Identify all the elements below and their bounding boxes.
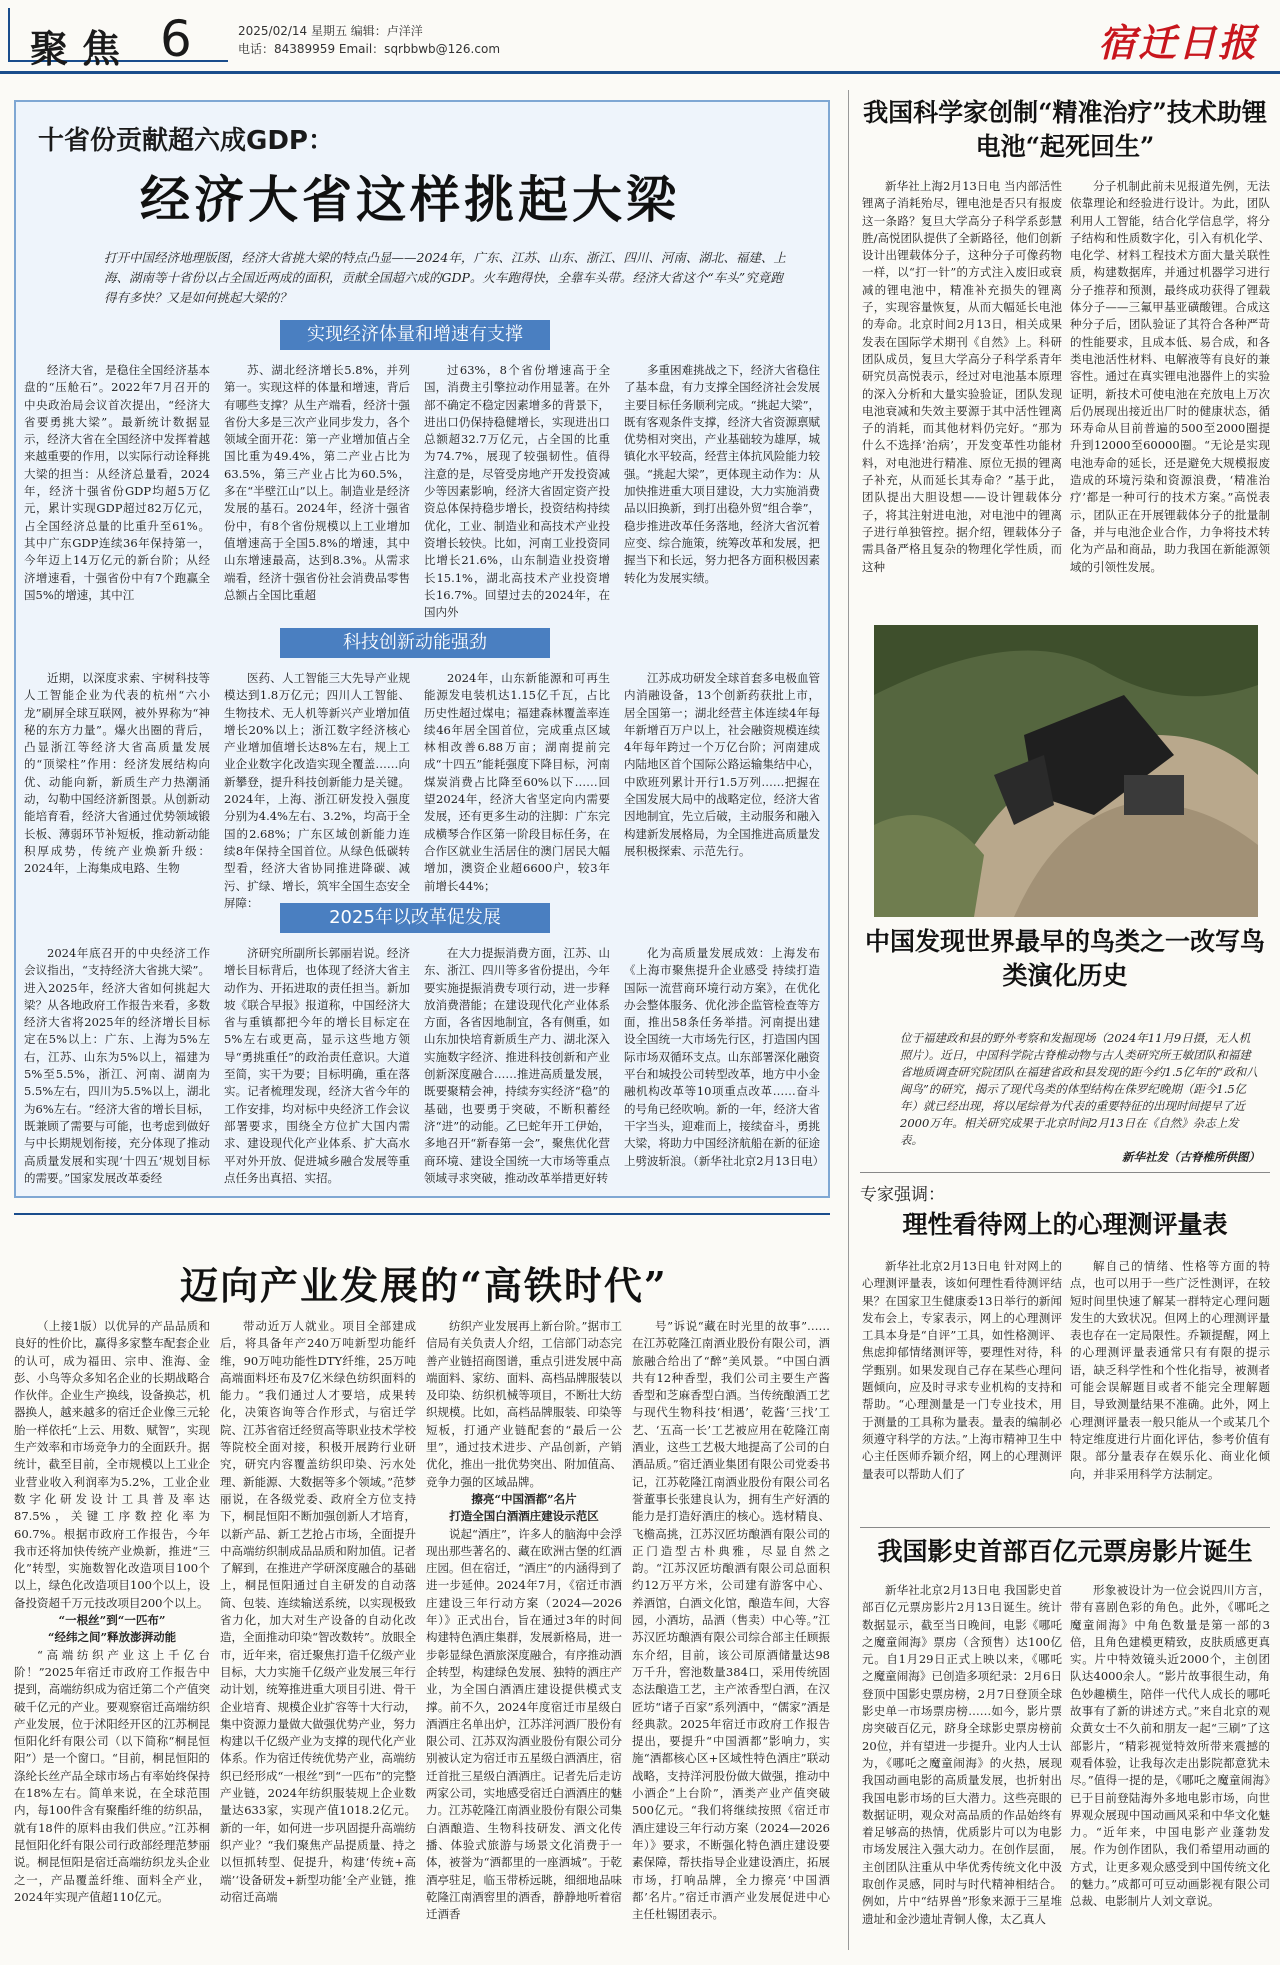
battery-col1: 新华社上海2月13日电 当内部活性锂离子消耗殆尽，锂电池是否只有报废这一条路？复旦大学高分子科学系彭慧胜/高悦团队提供了全新路径，他们创新设计出锂载体分子，这种分子可像药物一样，以“打一针”的方式注入废旧或衰减的锂电池中，精准补充损失的锂离子，实现容量恢复，从而大幅延长电池的寿命。北京时间2月13日，相关成果发表在国际学术期刊《自然》上。科研团队成员，复旦大学高分子科学系青年研究员高悦表示，经过对电池基本原理的深入分析和大量实验验证，团队发现电池衰减和失效主要源于其中活性锂离子的消耗，而其他材料仍完好。“那为什么不选择‘治病’，开发变革性功能材料，对电池进行精准、原位无损的锂离子补充，从而延长其寿命？”基于此，团队提出大胆设想——设计锂载体分子，将其注射进电池，对电池中的锂离子进行单独管控。据介绍，锂载体分子需具备严格且复杂的物理化学性质，而这种 bbox=[862, 179, 1062, 574]
page-number: 6 bbox=[160, 10, 192, 68]
hsr-subhead-1a: “一根丝”到“一匹布” bbox=[58, 1613, 166, 1628]
movie-col1: 新华社北京2月13日电 我国影史首部百亿元票房影片2月13日诞生。统计数据显示，截至当日晚间，电影《哪吒之魔童闹海》票房（含预售）达100亿元。自1月29日正式上映以来，《哪吒之魔童闹海》已创造多项纪录：2月6日登顶中国影史票房榜，2月7日登顶全球影史单一市场票房榜……如今，影片票房突破百亿元，跻身全球影史票房榜前20位，并有望进一步提升。业内人士认为，《哪吒之魔童闹海》的火热，展现我国动画电影的高质量发展，也折射出我国电影市场的巨大潜力。这些亮眼的数据证明，观众对高品质的作品始终有着足够高的热情，优质影片可以为电影市场发展注入强大动力。在创作层面，主创团队注重从中华优秀传统文化中汲取创作灵感，同时与时代精神相结合。例如，片中“结界兽”形象来源于三星堆遗址和金沙遗址青铜人像，太乙真人 bbox=[862, 1583, 1062, 1926]
hsr-col1: （上接1版）以优异的产品品质和良好的性价比，赢得多家整车配套企业的认可，成为福田、宗申、淮海、金彭、小鸟等众多知名企业的长期战略合作伙伴。企业生产换线，设备换芯，机器换人，越来越多的宿迁企业像三元轮胎一样依托“上云、用数、赋智”，实现生产效率和市场竞争力的全面跃升。据统计，截至目前，全市规模以上工业企业营业收入利润率为5.2%，工业企业数字化研发设计工具普及率达87.5%，关键工序数控化率为60.7%。根据市政府工作报告，今年我市还将加快传统产业焕新，推进“三化”转型，实施数智化改造项目100个以上，绿色化改造项目100个以上，设备投资超千万元技改项目200个以上。 “一根丝”到“一匹布” “经纬之间”释放澎湃动能 “高端纺织产业这上千亿台阶！”2025年宿迁市政府工作报告中提到，高端纺织成为宿迁第二个产值突破千亿元的产业。要观察宿迁高端纺织产业发展，位于沭阳经开区的江苏桐昆恒阳化纤有限公司（以下简称“桐昆恒阳”）是一个窗口。“目前，桐昆恒阳的涤纶长丝产品全球市场占有率始终保持在18%左右。简单来说，在全球范围内，每100件含有聚酯纤维的纺织品，就有18件的原料由我们供应。”江苏桐昆恒阳化纤有限公司行政部经理范梦丽说。桐昆恒阳是宿迁高端纺织龙头企业之一，产品覆盖纤维、面料全产业，2024年实现产值超110亿元。 bbox=[14, 1319, 210, 1904]
hsr-subhead-3b: 打造全国白酒酒庄建设示范区 bbox=[449, 1509, 599, 1524]
newspaper-logo: 宿迁日报 bbox=[1097, 20, 1258, 65]
lead-s2-col2: 医药、人工智能三大先导产业规模达到1.8万亿元；四川人工智能、生物技术、无人机等新兴产业增加值增长20%以上；浙江数字经济核心产业增加值增长达8%左右，规上工业企业数字化改造实现全覆盖……向新攀登，提升科技创新能力是关键。2024年，上海、浙江研发投入强度分别为4.4%左右、3.2%，均高于全国的2.68%；广东区域创新能力连续8年保持全国首位。从绿色低碳转型看，经济大省协同推进降碳、减污、扩绿、增长，筑牢全国生态安全屏障： bbox=[224, 671, 410, 910]
masthead bbox=[0, 0, 1280, 74]
section-band-1: 实现经济体量和增速有支撑 bbox=[280, 320, 550, 350]
contact-line: 电话：84389959 Email：sqrbbwb@126.com bbox=[238, 42, 501, 56]
bird-caption: 位于福建政和县的野外考察和发掘现场（2024年11月9日摄，无人机照片）。近日，中国科学院古脊椎动物与古人类研究所王敏团队和福建省地质调查研究院团队在福建省政和县发现的距今约1.5亿年的“政和八闽鸟”的研究，揭示了现代鸟类的体型结构在侏罗纪晚期（距今1.5亿年）就已经出现，将以尾综骨为代表的重要特征的出现时间提早了近2000万年。相关研究成果于北京时间2月13日在《自然》杂志上发表。 新华社发（古脊椎所供图） bbox=[900, 1031, 1260, 1164]
movie-title: 我国影史首部百亿元票房影片诞生 bbox=[877, 1537, 1253, 1566]
psych-title: 理性看待网上的心理测评量表 bbox=[902, 1210, 1228, 1239]
lead-kicker: 十省份贡献超六成GDP： bbox=[38, 126, 334, 156]
section-band-3: 2025年以改革促发展 bbox=[280, 903, 550, 933]
lead-s1-col1: 经济大省，是稳住全国经济基本盘的“压舱石”。2022年7月召开的中央政治局会议首次提出，“经济大省要勇挑大梁”。最新统计数据显示，经济大省在全国经济中发挥着越来越重要的作用，以实际行动诠释挑大梁的担当：从经济总量看，2024年，经济十强省份GDP均超5万亿元，累计实现GDP超过82万亿元，占全国经济总量的比重升至61%。其中广东GDP连续36年保持第一，今年迈上14万亿元的新台阶；从经济增速看，十强省份中有7个跑赢全国5%的增速，其中江 bbox=[24, 363, 210, 602]
lead-deck: 打开中国经济地理版图，经济大省挑大梁的特点凸显——2024年，广东、江苏、山东、浙江、四川、河南、湖北、福建、上海、湖南等十省份以占全国近两成的面积，贡献全国超六成的GDP。火车跑得快，全靠车头带。经济大省这个“车头”究竟跑得有多快？又是如何挑起大梁的？ bbox=[104, 250, 786, 305]
fossil-site-photo bbox=[874, 625, 1258, 917]
right-divider-2 bbox=[860, 1527, 1270, 1528]
hsr-col3: 纺织产业发展再上新台阶。”据市工信局有关负责人介绍，工信部门动态完善产业链招商图谱，重点引进发展中高端面料、家纺、面料、高档品牌服装以及印染、纺织机械等项目，不断壮大纺织规模。比如，高档品牌服装、印染等短板，打通产业链配套的“最后一公里”，通过技术进步、产品创新，产销优化，推出一批优势突出、附加值高、竞争力强的区域品牌。 擦亮“中国酒都”名片 打造全国白酒酒庄建设示范区 说起“酒庄”，许多人的脑海中会浮现出那些著名的、藏在欧洲古堡的红酒庄园。但在宿迁，“酒庄”的内涵得到了进一步延伸。2024年7月，《宿迁市酒庄建设三年行动方案（2024—2026年）》正式出台，旨在通过3年的时间构建特色酒庄集群，发展新格局，进一步彰显绿色酒旅深度融合，有序推动酒企转型，构建绿色发展、独特的酒庄产业，为全国白酒酒庄建设提供模式支撑。前不久，2024年度宿迁市星级白酒酒庄名单出炉，江苏洋河酒厂股份有限公司、江苏双沟酒业股份有限公司分别被认定为宿迁市五星级白酒酒庄，宿迁首批三星级白酒酒庄。记者先后走访两家公司，实地感受宿迁白酒酒庄的魅力。江苏乾隆江南酒业股份有限公司集白酒酿造、生物科技研发、酒文化传播、体验式旅游与场景文化消费于一体，被誉为“酒都里的一座酒城”。于乾酒亭驻足，临玉带桥远眺，细细地品味乾隆江南酒窖里的酒香，静静地听着宿迁酒香 bbox=[426, 1319, 622, 1922]
aerial-photo-illustration bbox=[874, 625, 1258, 917]
lead-s1-col3: 过63%，8个省份增速高于全国，消费主引擎拉动作用显著。在外部不确定不稳定因素增多的背景下，进出口仍保持稳健增长，实现进出口总额超32.7万亿元，占全国的比重为74.7%，展现了较强韧性。值得注意的是，尽管受房地产开发投资减少等因素影响，经济大省固定资产投资总体保持稳步增长，投资结构持续优化，工业、制造业和高技术产业投资增长较快。比如，河南工业投资同比增长21.6%，山东制造业投资增长15.1%，湖北高技术产业投资增长16.7%。回望过去的2024年，在国内外 bbox=[424, 363, 610, 620]
battery-col2: 分子机制此前未见报道先例，无法依靠理论和经验进行设计。为此，团队利用人工智能，结合化学信息学，将分子结构和性质数字化，引入有机化学、电化学、材料工程技术方面大量关联性质，构建数据库，并通过机器学习进行分子推荐和预测，最终成功获得了锂载体分子——三氟甲基亚磺酸锂。合成这种分子后，团队验证了其符合各种严苛的性能要求，且成本低、易合成，和各类电池活性材料、电解液等有良好的兼容性。通过在真实锂电池器件上的实验证明，新技术可使电池在充放电上万次后仍展现出接近出厂时的健康状态，循环寿命从目前普遍的500至2000圈提升到12000至60000圈。“无论是实现电池寿命的延长，还是避免大规模报废造成的环境污染和资源浪费，‘精准治疗’都是一种可行的技术方案。”高悦表示，团队正在开展锂载体分子的批量制备，并与电池企业合作，力争将技术转化为产品和商品，助力我国在新能源领域的引领性发展。 bbox=[1070, 179, 1270, 574]
lead-s3-col3: 在大力提振消费方面，江苏、山东、浙江、四川等多省份提出，今年要实施提振消费专项行动，进一步释放消费潜能；在建设现代化产业体系方面，各省因地制宜，各有侧重，如山东加快培育新质生产力、湖北深入实施数字经济、推进科技创新和产业创新深度融合……推进高质量发展，既要聚精会神，持续夯实经济“稳”的基础，也要勇于突破，不断积蓄经济“进”的动能。乙巳蛇年开工伊始，多地召开“新春第一会”，聚焦优化营商环境、建设全国统一大市场等重点领域寻求突破，推动改革举措更好转 bbox=[424, 946, 610, 1185]
story-divider bbox=[14, 1213, 830, 1215]
bird-credit: 新华社发（古脊椎所供图） bbox=[1122, 1150, 1260, 1164]
lead-s3-col2: 济研究所副所长郭丽岩说。经济增长目标背后，也体现了经济大省主动作为、开拓进取的责任担当。新加坡《联合早报》报道称，中国经济大省与重镇都把今年的增长目标定在5%左右或更高，显示这些地方领导“勇挑重任”的政治责任意识。大道至简，实干为要；目标明确，重在落实。记者梳理发现，经济大省今年的工作安排，均对标中央经济工作会议部署要求，围绕全方位扩大国内需求、建设现代化产业体系、扩大高水平对外开放、促进城乡融合发展等重点任务出真招、实招。 bbox=[224, 946, 410, 1185]
movie-col2: 形象被设计为一位会说四川方言，带有喜剧色彩的角色。此外，《哪吒之魔童闹海》中角色数量是第一部的3倍，且角色建模更精致，皮肤质感更真实。片中特效镜头近2000个，主创团队达4000余人。“影片故事很生动，角色妙趣横生，陪伴一代代人成长的哪吒故事有了新的讲述方式。”来自北京的观众黄女士不久前和朋友一起“三刷”了这部影片，“精彩视觉特效所带来震撼的观看体验，让我每次走出影院都意犹未尽。”值得一提的是，《哪吒之魔童闹海》已于目前登陆海外多地电影市场，向世界观众展现中国动画风采和中华文化魅力。“近年来，中国电影产业蓬勃发展。作为创作团队，我们希望用动画的方式，让更多观众感受到中国传统文化的魅力。”成都可可豆动画影视有限公司总裁、电影制片人刘文章说。 bbox=[1070, 1583, 1270, 1909]
psych-col2: 解自己的情绪、性格等方面的特点，也可以用于一些广泛性测评，在较短时间里快速了解某一群特定心理问题发生的大致状况。但网上的心理测评量表也存在一定局限性。乔颖提醒，网上的心理测评量表通常只有有限的提示语，缺乏科学性和个性化指导，被测者可能会误解题目或者不能完全理解题目，导致测量结果不准确。此外，网上心理测评量表一般只能从一个或某几个特定维度进行片面化评估，参考价值有限。部分量表存在娱乐化、商业化倾向，并非采用科学方法制定。 bbox=[1070, 1259, 1270, 1481]
lead-s3-col4: 化为高质量发展成效：上海发布《上海市聚焦提升企业感受 持续打造国际一流营商环境行动方案》，在优化办会整体服务、优化涉企监管检查等方面，推出58条任务举措。河南提出建设全国统一大市场先行区，打造国内国际市场双循环支点。山东部署深化融资平台和城投公司转型改革，地方中小金融机构改革等10项重点改革……奋斗的号角已经吹响。新的一年，经济大省干字当头，迎难而上，接续奋斗，勇挑大梁，将助力中国经济航船在新的征途上劈波斩浪。（新华社北京2月13日电） bbox=[624, 946, 825, 1168]
masthead-meta bbox=[238, 22, 500, 58]
hsr-subhead-3a: 擦亮“中国酒都”名片 bbox=[471, 1491, 577, 1506]
hsr-title: 迈向产业发展的“高铁时代” bbox=[180, 1263, 668, 1308]
hsr-col4: 号”诉说“藏在时光里的故事”……在江苏乾隆江南酒业股份有限公司，酒旅融合给出了“醉”美风景。“中国白酒共有12种香型，我们公司主要生产酱香型和芝麻香型白酒。当传统酿酒工艺与现代生物科技‘相遇’，乾酱‘三找’工艺、‘五高一长’工艺被应用在乾隆江南酒业，这些工艺极大地提高了公司的白酒品质。”宿迁酒业集团有限公司党委书记，江苏乾隆江南酒业股份有限公司名誉董事长张建良认为，拥有生产好酒的能力是打造好酒庄的核心。选材精良、飞檐高挑，江苏汉匠坊酿酒有限公司的正门造型古朴典雅，尽显自然之韵。“江苏汉匠坊酿酒有限公司总面积约12万平方米，公司建有游客中心、养酒馆，白酒文化馆，酿造车间，大容园，小酒坊，品酒（售卖）中心等。”江苏汉匠坊酿酒有限公司综合部主任顾振东介绍，目前，该公司原酒储量达98万千升，窖池数量384口，采用传统固态法酿造工艺，主产浓香型白酒，在汉匠坊“诸子百家”系列酒中，“儒家”酒是经典款。2025年宿迁市政府工作报告提出，要提升“中国酒都”影响力，实施“酒都核心区+区域性特色酒庄”联动战略，支持洋河股份做大做强，推动中小酒企“上台阶”，酒类产业产值突破500亿元。“我们将继续按照《宿迁市酒庄建设三年行动方案（2024—2026年）》要求，不断强化特色酒庄建设要素保障，帮扶指导企业建设酒庄，拓展市场，打响品牌，全力擦亮‘中国酒都’名片。”宿迁市酒产业发展促进中心主任杜锡团表示。 bbox=[632, 1319, 830, 1922]
section-band-2: 科技创新动能强劲 bbox=[280, 628, 550, 658]
psych-pretitle: 专家强调： bbox=[860, 1185, 945, 1205]
column-divider bbox=[848, 90, 849, 1950]
battery-title: 我国科学家创制“精准治疗”技术助锂电池“起死回生” bbox=[863, 98, 1267, 161]
hsr-subhead-1b: “经纬之间”释放澎湃动能 bbox=[47, 1630, 177, 1645]
lead-s2-col4: 江苏成功研发全球首套多电极血管内消融设备，13个创新药获批上市，居全国第一；湖北经营主体连续4年每年新增百万户以上，社会融资规模连续4年每年跨过一个万亿台阶；河南建成内陆地区首个国际公路运输集结中心，中欧班列累计开行1.5万列……把握在全国发展大局中的战略定位，经济大省因地制宜，先立后破，主动服务和融入构建新发展格局，为全国推进高质量发展积极探索、示范先行。 bbox=[624, 671, 820, 858]
lead-s3-col1: 2024年底召开的中央经济工作会议指出，“支持经济大省挑大梁”。进入2025年，经济大省如何挑起大梁？从各地政府工作报告来看，多数经济大省将2025年的经济增长目标定在5%以上：广东、上海为5%左右，江苏、山东为5%以上，福建为5%至5.5%，浙江、河南、湖南为5.5%左右，四川为5.5%以上，湖北为6%左右。“经济大省的增长目标，既兼顾了需要与可能，也考虑到做好与中长期规划衔接，充分体现了推动高质量发展和实现‘十四五’规划目标的需要。”国家发展改革委经 bbox=[24, 946, 210, 1185]
date-line: 2025/02/14 星期五 编辑：卢洋洋 bbox=[238, 24, 423, 38]
lead-s2-col1: 近期，以深度求索、宇树科技等人工智能企业为代表的杭州“六小龙”刷屏全球互联网，被外界称为“神秘的东方力量”。爆火出圈的背后，凸显浙江等经济大省高质量发展的“顶梁柱”作用：经济发展结构向优、动能向新，新质生产力热潮涌动，勾勒中国经济新图景。从创新动能培育看，经济大省通过优势领域锻长板、薄弱环节补短板，推动新动能积厚成势，传统产业焕新升级：2024年，上海集成电路、生物 bbox=[24, 671, 210, 876]
right-divider-1 bbox=[860, 1172, 1270, 1173]
section-name: 聚焦 bbox=[30, 27, 135, 71]
psych-col1: 新华社北京2月13日电 针对网上的心理测评量表，该如何理性看待测评结果？在国家卫生健康委13日举行的新闻发布会上，专家表示，网上的心理测评工具本身是“自评”工具，如性格测评、焦虑抑郁情绪测评等，要理性对待，科学甄别。如果发现自己存在某些心理问题倾向，应及时寻求专业机构的支持和帮助。“心理测量是一门专业技术，用于测量的工具称为量表。量表的编制必须遵守科学的方法。”上海市精神卫生中心主任医师乔颖介绍，网上的心理测评量表可以帮助人们了 bbox=[862, 1259, 1062, 1481]
lead-s1-col4: 多重困难挑战之下，经济大省稳住了基本盘，有力支撑全国经济社会发展主要目标任务顺利完成。“挑起大梁”，既有客观条件支撑，经济大省资源禀赋优势相对突出，产业基础较为雄厚，城镇化水平较高，经营主体抗风险能力较强。“挑起大梁”，更体现主动作为：从加快推进重大项目建设，大力实施消费品以旧换新，到打出稳外贸“组合拳”，稳步推进改革任务落地，经济大省沉着应变、综合施策，统筹改革和发展，把握当下和长远，努力把各方面积极因素转化为发展实绩。 bbox=[624, 363, 820, 585]
lead-s2-col3: 2024年，山东新能源和可再生能源发电装机达1.15亿千瓦，占比历史性超过煤电；福建森林覆盖率连续46年居全国首位，完成重点区域林相改善6.88万亩；湖南提前完成“十四五”能耗强度下降目标，河南煤炭消费占比降至60%以下……回望2024年，经济大省坚定向内需要发展，还有更多生动的注脚：广东完成横琴合作区第一阶段目标任务，在合作区就业生活居住的澳门居民大幅增加，澳资企业超6600户，较3年前增长44%； bbox=[424, 671, 610, 893]
bird-title: 中国发现世界最早的鸟类之一改写鸟类演化历史 bbox=[864, 927, 1265, 990]
lead-s1-col2: 苏、湖北经济增长5.8%，并列第一。实现这样的体量和增速，背后有哪些支撑？从生产端看，经济十强省份大多是三次产业同步发力，各个领域全面开花：第一产业增加值占全国比重为49.4%，第二产业占比为63.5%，第三产业占比为60.5%，多在“半壁江山”以上。制造业是经济发展的基石。2024年，经济十强省份中，有8个省份规模以上工业增加值增速高于全国5.8%的增速，其中山东增速最高，达到8.3%。从需求端看，经济十强省份社会消费品零售总额占全国比重超 bbox=[224, 363, 410, 602]
lead-title: 经济大省这样挑起大梁 bbox=[140, 171, 680, 229]
hsr-col2: 带动近万人就业。项目全部建成后，将具备年产240万吨新型功能纤维，90万吨功能性DTY纤维，25万吨高端面料坯布及7亿米绿色纺织面料的能力。“我们通过人才要培，成果转化，决策咨询等合作形式，与宿迁学院、江苏省宿迁经贸高等职业技术学校等院校全面对接，积极开展跨行业研究，研究内容覆盖纺织印染、污水处理、新能源、大数据等多个领域。”范梦丽说，在各级党委、政府全方位支持下，桐昆恒阳不断加强创新人才培育，以新产品、新工艺抢占市场，全面提升中高端纺织制成品品质和附加值。记者了解到，在推进产学研深度融合的基础上，桐昆恒阳通过自主研发的自动落筒、包装、连续输送系统，以实现极致省力化，加大对生产设备的自动化改造，全面推动印染“智改数转”。放眼全市，近年来，宿迁聚焦打造千亿级产业目标，大力实施千亿级产业发展三年行动计划，统筹推进重大项目引进、骨干企业培育、规模企业扩容等十大行动，集中资源力量做大做强优势产业，努力构建以千亿级产业为支撑的现代化产业体系。作为宿迁传统优势产业，高端纺织已经形成“一根丝”到“一匹布”的完整产业链，2024年纺织服装规上企业数量达633家，实现产值1018.2亿元。新的一年，如何进一步巩固提升高端纺织产业？“我们聚焦产品提质量、持之以恒抓转型、促提升，构建‘传统+高端’‘设备研发+新型功能’全产业链，推动宿迁高端 bbox=[220, 1319, 417, 1904]
